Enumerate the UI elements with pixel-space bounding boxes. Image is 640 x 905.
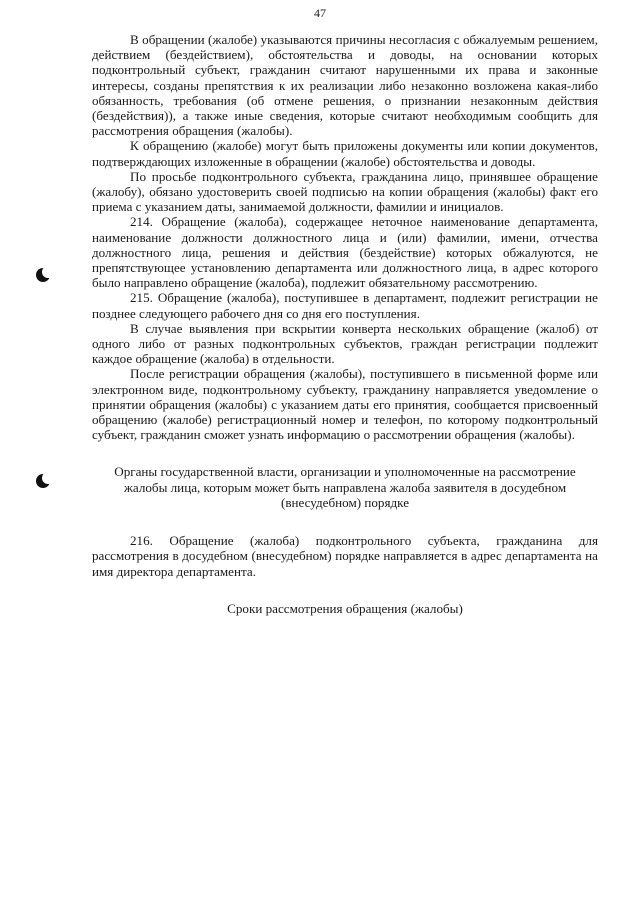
paragraph-registration-notice: После регистрации обращения (жалобы), поступившего в письменной форме или электронном виде, подконтрольному субъекту, гражданину направляется уведомление о принятии обращения (жалобы) с указанием даты его принятия, сообщается присвоенный обращению (жалобе) регистрационный номер и телефон, по которому подконтрольный субъект, гражданин сможет узнать информацию о рассмотрении обращения (жалобы). bbox=[92, 366, 598, 443]
page-number: 47 bbox=[314, 6, 326, 20]
section-heading-review-terms: Сроки рассмотрения обращения (жалобы) bbox=[227, 600, 463, 616]
paragraph-multiple-complaints: В случае выявления при вскрытии конверта нескольких обращение (жалоб) от одного либо от разных подконтрольных субъектов, граждан регистрации подлежит каждое обращение (жалоба) в отдельности. bbox=[92, 320, 598, 367]
binder-hole-mark bbox=[36, 268, 50, 282]
paragraph-attachments: К обращению (жалобе) могут быть приложены документы или копии документов, подтверждающих изложенные в обращении (жалобе) обстоятельства и доводы. bbox=[92, 138, 598, 169]
section-heading-authorities: Органы государственной власти, организации и уполномоченные на рассмотрение жалобы лица, которым может быть направлена жалоба заявителя в досудебном (внесудебном) порядке bbox=[114, 464, 576, 510]
paragraph-receipt-certification: По просьбе подконтрольного субъекта, гражданина лицо, принявшее обращение (жалобу), обязано удостоверить своей подписью на копии обращения (жалобы) факт его приема с указанием даты, занимаемой должности, фамилии и инициалов. bbox=[92, 168, 598, 215]
paragraph-215: 215. Обращение (жалоба), поступившее в департамент, подлежит регистрации не позднее следующего рабочего дня со дня его поступления. bbox=[92, 290, 598, 321]
document-body bbox=[92, 32, 598, 616]
paragraph-216: 216. Обращение (жалоба) подконтрольного субъекта, гражданина для рассмотрения в досудебном (внесудебном) порядке направляется в адрес департамента на имя директора департамента. bbox=[92, 533, 598, 579]
paragraph-complaint-contents: В обращении (жалобе) указываются причины несогласия с обжалуемым решением, действием (бездействием), обстоятельства и доводы, на основании которых подконтрольный субъект, гражданин считают нарушенными их права и законные интересы, созданы препятствия к их реализации либо незаконно возложена какая-либо обязанность, требования (об отмене решения, о признании незаконным действия (бездействия)), а также иные сведения, которые считают необходимым сообщить для рассмотрения обращения (жалобы). bbox=[92, 32, 598, 139]
binder-hole-mark bbox=[36, 474, 50, 488]
paragraph-214: 214. Обращение (жалоба), содержащее неточное наименование департамента, наименование должности должностного лица и (или) фамилии, имени, отчества должностного лица, решения и действия (бездействие) которых обжалуются, не препятствующее установлению департамента или должностного лица, в адрес которого было направлено обращение (жалоба), подлежит обязательному рассмотрению. bbox=[92, 214, 598, 291]
